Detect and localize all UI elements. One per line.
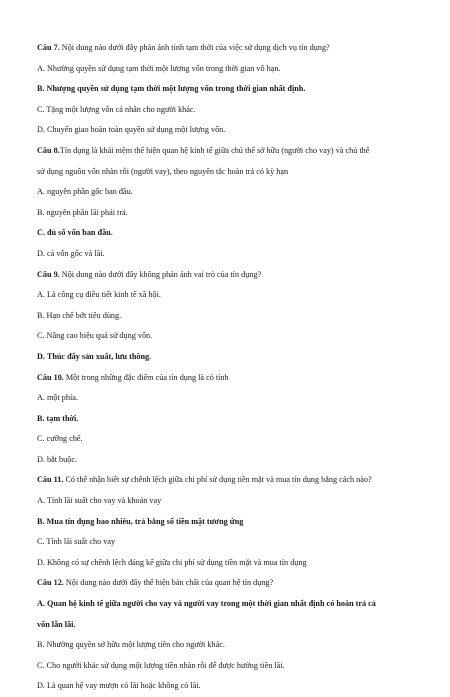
- option-c-answer: C. đủ số vốn ban đầu.: [37, 228, 113, 238]
- option-b-answer: B. Nhượng quyền sử dụng tạm thời một lượng vốn trong thời gian nhất định.: [37, 84, 306, 94]
- question-label: Câu 9.: [37, 269, 60, 279]
- question-text: Nội dung nào dưới đây không phản ánh vai trò của tín dụng?: [59, 269, 262, 279]
- question-text: Một trong những đặc điểm của tín dụng là có tính: [63, 372, 229, 382]
- question-label: Câu 10.: [37, 372, 64, 382]
- option-d: D. Không có sự chênh lệch đáng kể giữa chi phí sử dụng tiền mặt và mua tín dụng: [37, 557, 307, 567]
- option-a: A. Là công cụ điều tiết kinh tế xã hội.: [37, 290, 161, 300]
- option-b: B. Hạn chế bớt tiêu dùng.: [37, 310, 122, 320]
- question-label: Câu 12.: [37, 578, 64, 588]
- option-d: D. Chuyển giao hoàn toàn quyền sử dụng một lượng vốn.: [37, 125, 226, 135]
- option-d: D. cả vốn gốc và lãi.: [37, 248, 105, 258]
- option-a: A. Tính lãi suất cho vay và khoản vay: [37, 496, 162, 506]
- option-b: B. nguyên phần lãi phải trả.: [37, 207, 128, 217]
- option-a-answer: A. Quan hệ kinh tế giữa người cho vay và người vay trong một thời gian nhất định có hoàn trả cả: [37, 599, 376, 609]
- question-10: [37, 368, 417, 389]
- question-label: Câu 11.: [37, 475, 64, 485]
- option-a-answer-continued: vốn lẫn lãi.: [37, 619, 76, 629]
- question-text: Có thể nhận biết sự chênh lệch giữa chi phí sử dụng tiền mặt và mua tín dụng bằng cách nào?: [63, 475, 372, 485]
- option-d: D. Là quan hệ vay mượn có lãi hoặc không có lãi.: [37, 681, 201, 691]
- option-b: B. Nhường quyền sở hữu một lượng tiền cho người khác.: [37, 640, 225, 650]
- question-text: Nội dung nào dưới đây thể hiện bản chất của quan hệ tín dụng?: [63, 578, 274, 588]
- question-9: [37, 265, 417, 286]
- question-7: [37, 38, 417, 59]
- option-c: C. Cho người khác sử dụng một lượng tiền nhàn rỗi để được hưởng tiền lãi.: [37, 660, 285, 670]
- question-12: [37, 573, 417, 594]
- option-d-answer: D. Thúc đẩy sản xuất, lưu thông.: [37, 351, 152, 361]
- question-text-continued: sử dụng nguồn vốn nhàn rỗi (người vay), theo nguyên tắc hoàn trả có kỳ hạn: [37, 166, 289, 176]
- document-page: [37, 38, 417, 697]
- option-d: D. bắt buộc.: [37, 454, 78, 464]
- option-a: A. Nhường quyền sử dụng tạm thời một lượng vốn trong thời gian vô hạn.: [37, 63, 281, 73]
- option-c: C. Tính lãi suất cho vay: [37, 537, 116, 547]
- question-label: Câu 7.: [37, 43, 60, 52]
- option-c: C. cưỡng chế.: [37, 434, 83, 444]
- question-8: [37, 141, 417, 162]
- option-c: C. Nâng cao hiệu quả sử dụng vốn.: [37, 331, 153, 341]
- option-a: A. một phía.: [37, 393, 78, 403]
- option-c: C. Tặng một lượng vốn cá nhân cho người khác.: [37, 104, 196, 114]
- question-label: Câu 8.: [37, 145, 60, 155]
- option-b-answer: B. Mua tín dụng bao nhiêu, trả bằng số tiền mặt tương ứng: [37, 516, 244, 526]
- option-b-answer: B. tạm thời.: [37, 413, 79, 423]
- question-text: Nội dung nào dưới đây phản ánh tính tạm thời của việc sử dụng dịch vụ tín dụng?: [59, 43, 330, 52]
- question-11: [37, 470, 417, 491]
- question-text: Tín dụng là khái niệm thể hiện quan hệ kinh tế giữa chủ thể sở hữu (người cho vay) và chủ thể: [59, 145, 370, 155]
- option-a: A. nguyên phần gốc ban đầu.: [37, 187, 133, 197]
